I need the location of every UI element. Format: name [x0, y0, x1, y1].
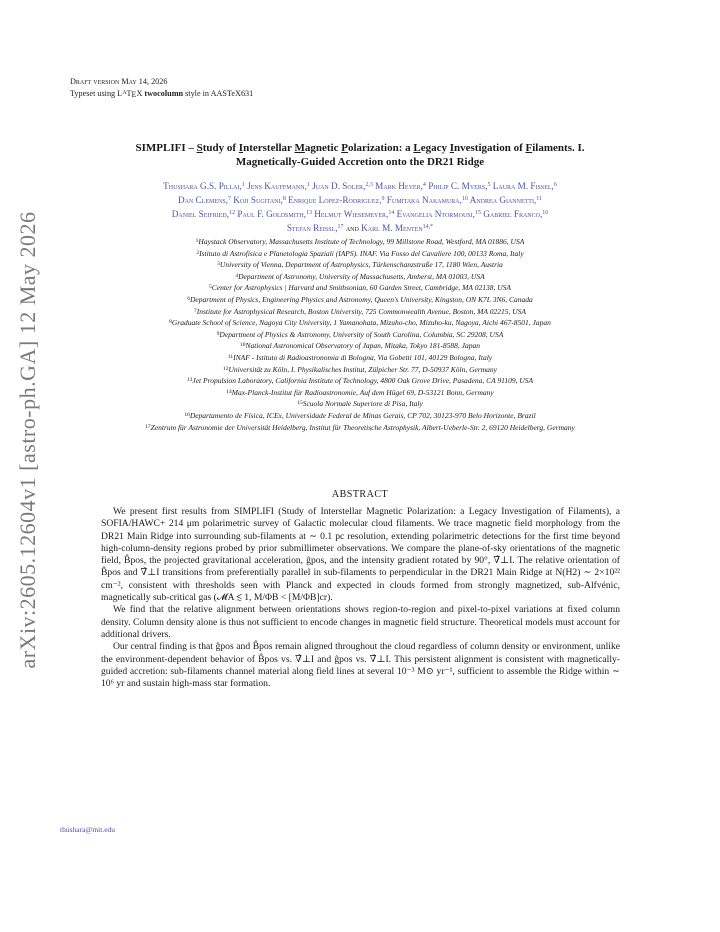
title-line-2: Magnetically-Guided Accretion onto the DR21 Ridge	[235, 156, 485, 168]
affiliation-6: $^6$Department of Physics, Engineering Physics and Astronomy, Queen's University, Kingston, ON K7L 3N6, Canada	[187, 294, 533, 304]
affiliation-12: $^{12}$Universität zu Köln, I. Physikalisches Institut, Zülpicher Str. 77, D-50937 Köln, Germany	[222, 364, 498, 374]
affiliation-8: $^8$Graduate School of Science, Nagoya City University, 1 Yamanohata, Mizuho-cho, Mizuho-ku, Nagoya, Aichi 467-8501, Japan	[169, 318, 551, 328]
author-line-4: Stefan Reissl,$^{17}$ and Karl M. Menten$^{14,*}$	[286, 223, 434, 233]
affiliations	[58, 236, 662, 433]
affiliation-9: $^9$Department of Physics & Astronomy, University of South Carolina, Columbia, SC 29208, USA	[216, 329, 504, 339]
affiliation-5: $^5$Center for Astrophysics | Harvard and Smithsonian, 60 Garden Street, Cambridge, MA 02138, USA	[209, 283, 511, 293]
affiliation-1: $^1$Haystack Observatory, Massachusetts Institute of Technology, 99 Millstone Road, Westford, MA 01886, USA	[195, 237, 525, 246]
author-line-1: Thushara G.S. Pillai,$^1$ Jens Kauffmann,$^1$ Juan D. Soler,$^{2,3}$ Mark Heyer,$^4$ Philip C. Myers,$^5$ Laura M. Fissel,$^6$	[163, 181, 557, 191]
affiliation-15: $^{15}$Scuola Normale Superiore di Pisa, Italy	[297, 399, 423, 409]
abstract-body	[101, 506, 620, 690]
affiliation-16: $^{16}$Departamento de Física, ICEx, Universidade Federal de Minas Gerais, CP 702, 30123-970 Belo Horizonte, Brazil	[184, 410, 536, 420]
affiliation-3: $^3$University of Vienna, Department of Astrophysics, Türkenschanzstraße 17, 1180 Wien, Austria	[217, 260, 503, 270]
affiliation-10: $^{10}$National Astronomical Observatory of Japan, Mitaka, Tokyo 181-8588, Japan	[240, 341, 480, 351]
paper-title	[60, 141, 660, 169]
abstract-paragraph-3: Our central finding is that ĝpos and B̂pos remain aligned throughout the cloud regardless of column density or environment, unlike the environment-dependent behavior of B̂pos vs. ∇̂⊥I and ĝpos vs. ∇̂⊥I. This persistent alignment is consistent with magnetically-guided accretion: sub-filaments channel material along field lines at several 10⁻³ M⊙ yr⁻¹, sufficient to assemble the Ridge within ∼ 10⁶ yr and sustain high-mass star formation.	[101, 641, 620, 690]
author-list	[58, 179, 662, 235]
preprint-header	[70, 77, 253, 100]
affiliation-17: $^{17}$Zentrum für Astronomie der Universität Heidelberg, Institut für Theoretische Astrophysik, Albert-Ueberle-Str. 2, 69120 Heidelberg, Germany	[145, 422, 575, 432]
corresponding-email[interactable]: thushara@mit.edu	[60, 825, 116, 834]
affiliation-2: $^2$Istituto di Astrofisica e Planetologia Spaziali (IAPS). INAF. Via Fosso del Cavaliere 100, 00133 Roma, Italy	[196, 248, 524, 258]
affiliation-13: $^{13}$Jet Propulsion Laboratory, California Institute of Technology, 4800 Oak Grove Drive, Pasadena, CA 91109, USA	[186, 376, 534, 386]
abstract-paragraph-2: We find that the relative alignment between orientations shows region-to-region and pixel-to-pixel variations at fixed column density. Column density alone is thus not sufficient to encode changes in magnetic field structure. Theoretical models must account for additional drivers.	[101, 604, 620, 640]
arxiv-identifier-stamp	[6, 210, 50, 670]
typeset-note: Typeset using $L^AT_EX$ twocolumn style in AASTeX631	[70, 88, 254, 99]
abstract-paragraph-1: We present first results from SIMPLIFI (Study of Interstellar Magnetic Polarization: a Legacy Investigation of Filaments), a SOFIA/HAWC+ 214 μm polarimetric survey of Galactic molecular cloud filaments. We trace magnetic field morphology from the DR21 Main Ridge into surrounding sub-filaments at ∼ 0.1 pc resolution, extending polarimetric detections for the first time beyond high-column-density regions probed by prior submillimeter observations. We compare the plane-of-sky orientations of the magnetic field, B̂pos, the projected gravitational acceleration, ĝpos, and the intensity gradient rotated by 90°, ∇̂⊥I. The relative orientation of B̂pos and ∇̂⊥I transitions from preferentially parallel in sub-filaments to perpendicular in the DR21 Main Ridge at N(H2) ∼ 2×10²² cm⁻², consistent with thresholds seen with Planck and expected in clouds formed from strongly magnetized, sub-Alfvénic, magnetically sub-critical gas (𝓜A ≲ 1, M/ΦB < [M/ΦB]cr).	[101, 506, 620, 604]
affiliation-14: $^{14}$Max-Planck-Institut für Radioastronomie, Auf dem Hügel 69, D-53121 Bonn, Germany	[226, 387, 494, 397]
title-line-1: SIMPLIFI – Study of Interstellar Magnetic Polarization: a Legacy Investigation of Filaments. I.	[135, 142, 585, 154]
author-line-3: Daniel Seifried,$^{12}$ Paul F. Goldsmith,$^{13}$ Helmut Wiesemeyer,$^{14}$ Evangelia Ntormousi,$^{15}$ Gabriel Franco,$^{16}$	[171, 209, 549, 219]
affiliation-7: $^7$Institute for Astrophysical Research, Boston University, 725 Commonwealth Avenue, Boston, MA 02215, USA	[194, 306, 526, 316]
arxiv-identifier: arXiv:2605.12604v1 [astro-ph.GA] 12 May 2026	[15, 211, 40, 669]
affiliation-11: $^{11}$INAF - Istituto di Radioastronomia di Bologna, Via Gobetti 101, 40129 Bologna, Italy	[227, 352, 493, 362]
abstract-heading: ABSTRACT	[331, 489, 389, 500]
draft-version: Draft version May 14, 2026	[70, 77, 168, 86]
affiliation-4: $^4$Department of Astronomy, University of Massachusetts, Amherst, MA 01003, USA	[235, 271, 485, 281]
author-line-2: Dan Clemens,$^7$ Koji Sugitani,$^8$ Enrique Lopez-Rodriguez,$^9$ Fumitaka Nakamura,$^{10}$ Andrea Giannetti,$^{11}$	[177, 195, 543, 205]
